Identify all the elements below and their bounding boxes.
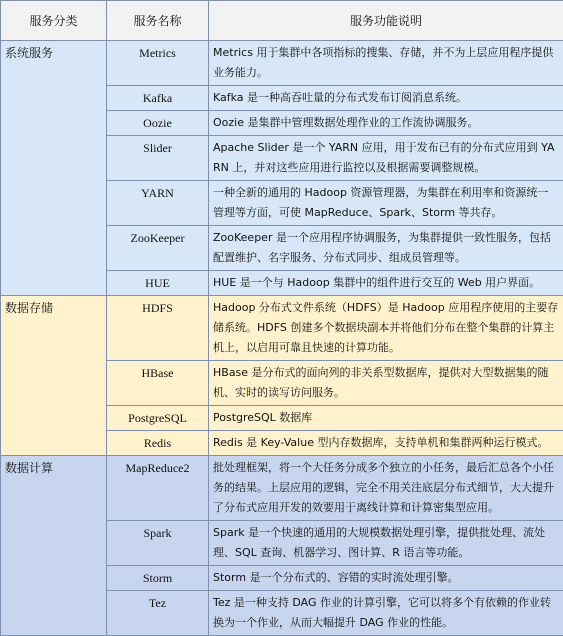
- service-name-cell: PostgreSQL: [107, 406, 209, 431]
- service-name-cell: Spark: [107, 521, 209, 566]
- service-name-cell: Storm: [107, 566, 209, 591]
- header-service-name: 服务名称: [107, 1, 209, 41]
- header-row: [1, 1, 563, 41]
- service-description-cell: Storm 是一个分布式的、容错的实时流处理引擎。: [209, 566, 563, 591]
- service-description-cell: 批处理框架，将一个大任务分成多个独立的小任务，最后汇总各个小任务的结果。上层应用的逻辑，完全不用关注底层分布式细节，大大提升了分布式应用开发的效要用于离线计算和计算密集型应用。: [209, 456, 563, 521]
- category-cell: 数据存储: [1, 296, 107, 456]
- category-cell: 数据计算: [1, 456, 107, 636]
- service-name-cell: Oozie: [107, 111, 209, 136]
- service-description-cell: Metrics 用于集群中各项指标的搜集、存储，并不为上层应用程序提供业务能力。: [209, 41, 563, 86]
- service-name-cell: Kafka: [107, 86, 209, 111]
- service-description-cell: Spark 是一个快速的通用的大规模数据处理引擎，提供批处理、流处理、SQL 查询、机器学习、图计算、R 语言等功能。: [209, 521, 563, 566]
- service-description-cell: HUE 是一个与 Hadoop 集群中的组件进行交互的 Web 用户界面。: [209, 271, 563, 296]
- service-description-cell: Apache Slider 是一个 YARN 应用，用于发布已有的分布式应用到 YARN 上，并对这些应用进行监控以及根据需要调整规模。: [209, 136, 563, 181]
- table-body: [1, 41, 563, 636]
- service-description-cell: Oozie 是集群中管理数据处理作业的工作流协调服务。: [209, 111, 563, 136]
- header-category: 服务分类: [1, 1, 107, 41]
- service-name-cell: YARN: [107, 181, 209, 226]
- service-name-cell: Redis: [107, 431, 209, 456]
- service-description-cell: HBase 是分布式的面向列的非关系型数据库，提供对大型数据集的随机、实时的读写访问服务。: [209, 361, 563, 406]
- service-name-cell: Slider: [107, 136, 209, 181]
- service-name-cell: HDFS: [107, 296, 209, 361]
- service-description-cell: ZooKeeper 是一个应用程序协调服务，为集群提供一致性服务，包括配置维护、名字服务、分布式同步、组成员管理等。: [209, 226, 563, 271]
- service-description-cell: Tez 是一种支持 DAG 作业的计算引擎，它可以将多个有依赖的作业转换为一个作业，从而大幅提升 DAG 作业的性能。: [209, 591, 563, 636]
- service-description-cell: PostgreSQL 数据库: [209, 406, 563, 431]
- header-service-description: 服务功能说明: [209, 1, 563, 41]
- service-name-cell: ZooKeeper: [107, 226, 209, 271]
- service-name-cell: Metrics: [107, 41, 209, 86]
- service-name-cell: MapReduce2: [107, 456, 209, 521]
- service-description-cell: Hadoop 分布式文件系统（HDFS）是 Hadoop 应用程序使用的主要存储系统。HDFS 创建多个数据块副本并将他们分布在整个集群的计算主机上，以启用可靠且快速的计算功能。: [209, 296, 563, 361]
- table-row: [1, 296, 563, 361]
- service-description-cell: Redis 是 Key-Value 型内存数据库，支持单机和集群两种运行模式。: [209, 431, 563, 456]
- service-description-cell: Kafka 是一种高吞吐量的分布式发布订阅消息系统。: [209, 86, 563, 111]
- service-name-cell: HBase: [107, 361, 209, 406]
- service-name-cell: Tez: [107, 591, 209, 636]
- service-description-cell: 一种全新的通用的 Hadoop 资源管理器，为集群在利用率和资源统一管理等方面，可使 MapReduce、Spark、Storm 等共存。: [209, 181, 563, 226]
- service-name-cell: HUE: [107, 271, 209, 296]
- table-row: [1, 456, 563, 521]
- category-cell: 系统服务: [1, 41, 107, 296]
- table-row: [1, 41, 563, 86]
